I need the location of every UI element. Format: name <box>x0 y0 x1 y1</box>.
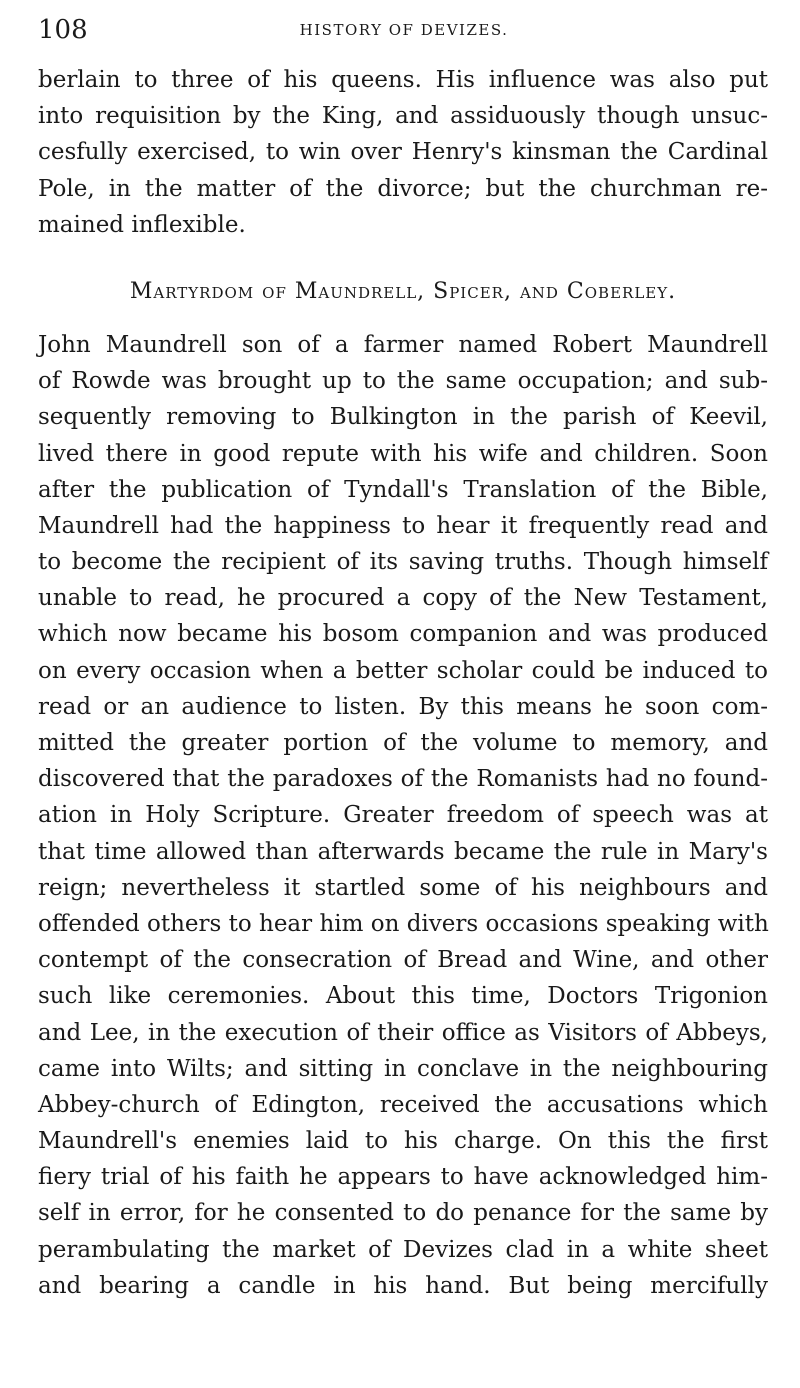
text-line: self in error, for he consented to do penance for the same by <box>38 1200 768 1227</box>
text-line: John Maundrell son of a farmer named Robert Maundrell <box>38 331 768 358</box>
text-line: reign; nevertheless it startled some of his neighbours and <box>38 874 768 901</box>
text-line: mained inflexible. <box>38 211 246 238</box>
paragraph-2 <box>38 327 768 1304</box>
text-line: berlain to three of his queens. His influence was also put <box>38 67 768 93</box>
text-line: fiery trial of his faith he appears to have acknowledged him- <box>38 1164 768 1191</box>
text-line: which now became his bosom companion and was produced <box>38 621 768 648</box>
page-body <box>38 62 768 1304</box>
text-line: unable to read, he procured a copy of the New Testament, <box>38 585 768 612</box>
text-line: cesfully exercised, to win over Henry's kinsman the Cardinal <box>38 139 768 166</box>
text-line: and Lee, in the execution of their office as Visitors of Abbeys, <box>38 1019 768 1046</box>
text-line: such like ceremonies. About this time, Doctors Trigonion <box>38 983 768 1010</box>
text-line: perambulating the market of Devizes clad in a white sheet <box>38 1236 768 1263</box>
text-line: mitted the greater portion of the volume to memory, and <box>38 730 768 756</box>
text-line: offended others to hear him on divers occasions speaking with <box>38 910 769 937</box>
text-line: on every occasion when a better scholar could be induced to <box>38 657 768 684</box>
text-line: read or an audience to listen. By this means he soon com- <box>38 693 768 720</box>
text-line: of Rowde was brought up to the same occupation; and sub- <box>38 368 768 395</box>
section-heading: Martyrdom of Maundrell, Spicer, and Coberley. <box>129 278 677 304</box>
text-line: Maundrell's enemies laid to his charge. On this the first <box>38 1128 768 1155</box>
text-line: contempt of the consecration of Bread and Wine, and other <box>38 947 768 974</box>
text-line: Pole, in the matter of the divorce; but the churchman re- <box>38 175 768 202</box>
text-line: that time allowed than afterwards became the rule in Mary's <box>38 838 768 865</box>
text-line: sequently removing to Bulkington in the parish of Keevil, <box>38 404 768 431</box>
text-line: after the publication of Tyndall's Translation of the Bible, <box>38 476 768 503</box>
text-line: to become the recipient of its saving truths. Though himself <box>38 549 768 576</box>
text-line: came into Wilts; and sitting in conclave in the neighbouring <box>38 1055 768 1082</box>
text-line: Abbey-church of Edington, received the accusations which <box>38 1091 768 1118</box>
paragraph-1 <box>38 62 768 243</box>
page-header <box>38 10 770 50</box>
running-head: HISTORY OF DEVIZES. <box>299 21 509 39</box>
text-line: Maundrell had the happiness to hear it frequently read and <box>38 512 768 539</box>
text-line: and bearing a candle in his hand. But being mercifully <box>38 1272 768 1299</box>
page-number: 108 <box>38 15 88 45</box>
text-line: into requisition by the King, and assiduously though unsuc- <box>38 103 768 130</box>
text-line: lived there in good repute with his wife and children. Soon <box>38 440 768 467</box>
text-line: discovered that the paradoxes of the Romanists had no found- <box>38 766 768 793</box>
text-line: ation in Holy Scripture. Greater freedom of speech was at <box>38 802 768 829</box>
